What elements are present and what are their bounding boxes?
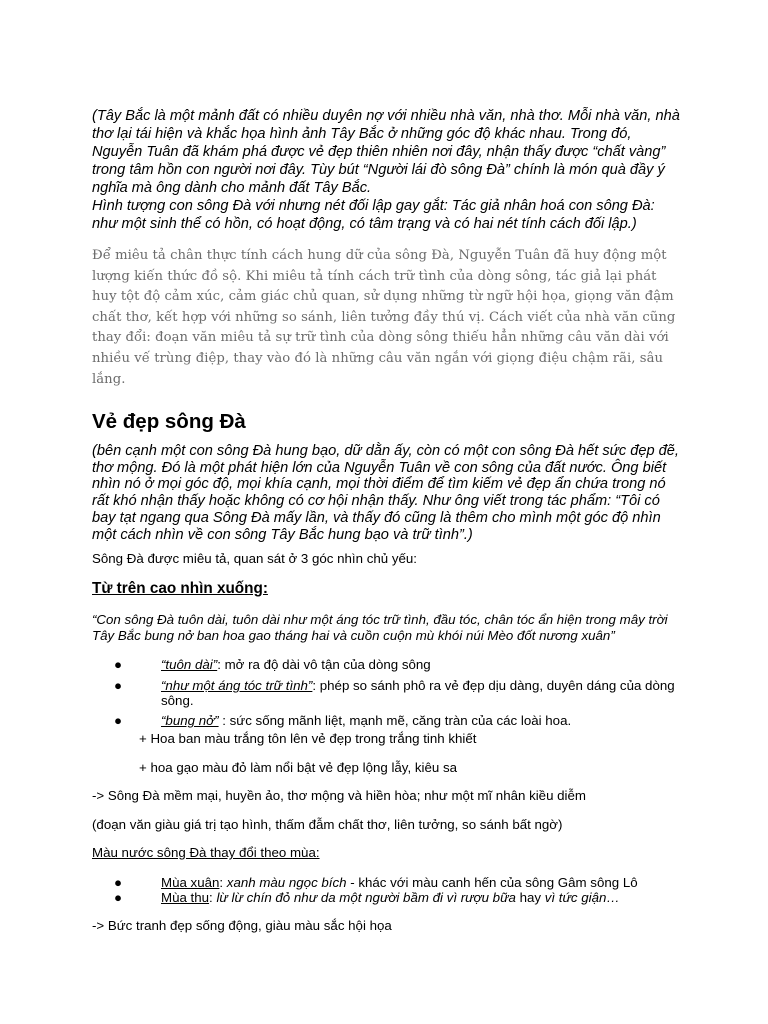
conclusion-line-2: (đoạn văn giàu giá trị tạo hình, thấm đẫm chất thơ, liên tưởng, so sánh bất ngờ) — [92, 817, 563, 832]
intro-text-2: Hình tượng con sông Đà với nhưng nét đối lập gay gắt: Tác giả nhân hoá con sông Đà: như một sinh thể có hồn, có hoạt động, có tâm trạng và có hai nét tính cách đối lập.) — [92, 198, 655, 232]
subheading: Từ trên cao nhìn xuống: — [92, 580, 268, 597]
list-item — [114, 875, 721, 890]
season-heading: Màu nước sông Đà thay đổi theo mùa: — [92, 845, 320, 860]
bullet-icon: ● — [114, 890, 123, 905]
season-term: Mùa thu — [161, 890, 210, 905]
plus-item-1: + Hoa ban màu trắng tôn lên vẻ đẹp trong trắng tinh khiết — [139, 731, 477, 746]
season-rest: hay — [515, 890, 545, 905]
season-separator: : — [219, 875, 227, 890]
section-intro: (bên cạnh một con sông Đà hung bạo, dữ dằn ấy, còn có một con sông Đà hết sức đẹp đẽ, thơ mộng. Đó là một phát hiện lớn của Nguyễn Tuân về con sông của đất nước. Ông biết nhìn nó ở mọi góc độ, mọi khía cạnh, mọi thời điểm để tìm kiếm vẻ đẹp ẩn chứa trong nó rất khó nhận thấy hoặc không có cơ hội nhận thấy. Như ông viết trong tác phẩm: “Tôi có bay tạt ngang qua Sông Đà mấy lần, và thấy đó cũng là thêm cho mình một góc độ nhìn một cách nhìn về con sông Tây Bắc hung bạo và trữ tình”.) — [92, 443, 679, 543]
bullet-term: “bung nở” — [161, 713, 219, 728]
grey-paragraph: Để miêu tả chân thực tính cách hung dữ của sông Đà, Nguyễn Tuân đã huy động một lượng kiến thức đồ sộ. Khi miêu tả tính cách trữ tình của dòng sông, tác giả lại phát huy tột độ cảm xúc, cảm giác chủ quan, sử dụng những từ ngữ hội họa, giọng văn đậm chất thơ, kết hợp với những so sánh, liên tưởng đầy thú vị. Cách viết của nhà văn cũng thay đổi: đoạn văn miêu tả sự trữ tình của dòng sông thiếu hẳn những câu văn dài với nhiều vế trùng điệp, thay vào đó là những câu văn ngắn với giọng điệu chậm rãi, sâu lắng. — [92, 248, 676, 387]
conclusion-line-1: -> Sông Đà mềm mại, huyền ảo, thơ mộng và hiền hòa; như một mĩ nhân kiều diễm — [92, 788, 586, 803]
intro-paragraph — [92, 107, 682, 233]
list-item — [114, 713, 681, 728]
list-item — [114, 657, 681, 672]
season-color: lừ lừ chín đỏ như da một người bầm đi vì rượu bữa — [216, 890, 516, 905]
bullet-icon: ● — [114, 657, 123, 672]
season-color: xanh màu ngọc bích — [226, 875, 347, 890]
final-line: -> Bức tranh đẹp sống động, giàu màu sắc hội họa — [92, 918, 392, 933]
intro-text-1: (Tây Bắc là một mảnh đất có nhiều duyên nợ với nhiều nhà văn, nhà thơ. Mỗi nhà văn, nhà thơ lại tái hiện và khắc họa hình ảnh Tây Bắc ở những góc độ khác nhau. Trong đó, Nguyễn Tuân đã khám phá được vẻ đẹp thiên nhiên nơi đây, nhận thấy được “chất vàng” trong tâm hồn con người nơi đây. Tùy bút “Người lái đò sông Đà” chính là món quà đầy ý nghĩa mà ông dành cho mảnh đất Tây Bắc. — [92, 108, 680, 196]
list-item — [114, 678, 681, 708]
season-rest: - khác với màu canh hến của sông Gâm sông Lô — [346, 875, 638, 890]
bullet-icon: ● — [114, 713, 123, 728]
quote-bullet-list — [114, 657, 681, 728]
bullet-text: : mở ra độ dài vô tận của dòng sông — [217, 657, 431, 672]
season-list — [114, 875, 721, 905]
quote-text: “Con sông Đà tuôn dài, tuôn dài như một áng tóc trữ tình, đầu tóc, chân tóc ẩn hiện trong mây trời Tây Bắc bung nở ban hoa gao tháng hai và cuồn cuộn mù khói núi Mèo đốt nương xuân” — [92, 612, 668, 643]
angles-line: Sông Đà được miêu tả, quan sát ở 3 góc nhìn chủ yếu: — [92, 551, 417, 566]
bullet-term: “như một áng tóc trữ tình” — [161, 678, 313, 693]
bullet-icon: ● — [114, 678, 123, 693]
season-separator: : — [209, 890, 217, 905]
season-term: Mùa xuân — [161, 875, 220, 890]
section-title: Vẻ đẹp sông Đà — [92, 410, 246, 433]
season-tail: vì tức giận… — [544, 890, 620, 905]
plus-item-2: + hoa gạo màu đỏ làm nổi bật vẻ đẹp lộng lẫy, kiêu sa — [139, 760, 457, 775]
bullet-text: : phép so sánh phô ra vẻ đẹp dịu dàng, duyên dáng của dòng sông. — [161, 678, 675, 708]
list-item — [114, 890, 721, 905]
bullet-term: “tuôn dài” — [161, 657, 218, 672]
bullet-text: : sức sống mãnh liệt, mạnh mẽ, căng tràn của các loài hoa. — [218, 713, 572, 728]
bullet-icon: ● — [114, 875, 123, 890]
